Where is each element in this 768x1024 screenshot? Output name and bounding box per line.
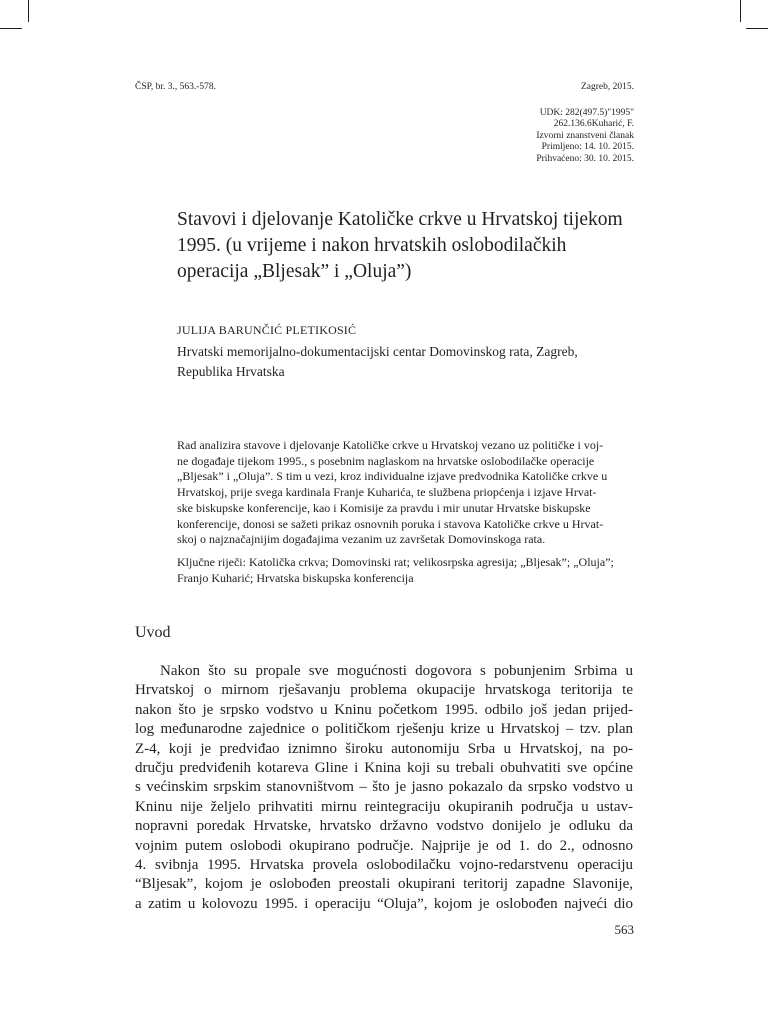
crop-mark <box>746 28 768 29</box>
crop-mark <box>0 28 22 29</box>
accepted-date: Prihvaćeno: 30. 10. 2015. <box>536 153 634 164</box>
body-line: Z-4, koji je predviđao iznimno široku autonomiju Srba u Hrvatskoj, na po- <box>135 740 633 757</box>
received-date: Primljeno: 14. 10. 2015. <box>541 142 634 153</box>
body-line: vojnim putem oslobodi okupirano područje. Najprije je od 1. do 2., odnosno <box>135 837 633 854</box>
abstract-line: skoj o najznačajnijim događajima vezanim uz završetak Domovinskoga rata. <box>177 532 546 547</box>
body-line: log međunarodne zajednice o političkom rješenju krize u Hrvatskoj – tzv. plan <box>135 721 633 738</box>
keywords-line: Franjo Kuharić; Hrvatska biskupska konferencija <box>177 570 414 585</box>
abstract-line: „Bljesak” i „Oluja”. S tim u vezi, kroz individualne izjave predvodnika Katoličke crkve u <box>177 469 608 484</box>
body-line: Nakon što su propale sve mogućnosti dogovora s pobunjenim Srbima u <box>160 663 633 679</box>
body-line: “Bljesak”, kojom je oslobođen preostali okupirani teritorij zapadne Slavonije, <box>135 876 633 893</box>
body-line: Hrvatskoj o mirnom rješavanju problema okupacije hrvatskoga teritorija te <box>135 682 633 699</box>
crop-mark <box>740 0 741 22</box>
running-header-left: ČSP, br. 3., 563.-578. <box>135 82 217 92</box>
crop-mark <box>28 0 29 22</box>
abstract-line: ne događaje tijekom 1995., s posebnim naglaskom na hrvatske oslobodilačke operacije <box>177 453 595 468</box>
article-type: Izvorni znanstveni članak <box>536 130 634 141</box>
article-metadata <box>536 108 634 165</box>
section-heading: Uvod <box>135 624 171 641</box>
body-line: s većinskim srpskim stanovništvom – što je jasno pokazalo da srpsko vodstvo u <box>135 779 633 796</box>
keywords <box>177 555 633 586</box>
author-name: JULIJA BARUNČIĆ PLETIKOSIĆ <box>177 323 357 337</box>
page-number: 563 <box>614 922 634 937</box>
running-header-right: Zagreb, 2015. <box>580 82 634 92</box>
abstract-line: konferencije, donosi se sažeti prikaz osnovnih poruka i stavova Katoličke crkve u Hrvat- <box>177 516 604 531</box>
body-line: nakon što je srpsko vodstvo u Kninu početkom 1995. odbilo još jedan prijed- <box>135 701 633 718</box>
udk-line: UDK: 282(497.5)"1995" <box>539 108 634 118</box>
affiliation-line: Republika Hrvatska <box>177 364 285 379</box>
body-line: dručju predviđenih kotareva Gline i Knina koji su trebali obuhvatiti sve općine <box>135 760 633 777</box>
abstract <box>177 438 633 548</box>
body-line: a zatim u kolovozu 1995. i operaciju “Oluja”, kojom je oslobođen najveći dio <box>135 895 633 912</box>
body-line: Kninu nije željelo prihvatiti mirnu reintegraciju okupiranih područja u ustav- <box>135 798 633 815</box>
body-text <box>135 662 633 914</box>
title-line: Stavovi i djelovanje Katoličke crkve u Hrvatskoj tijekom <box>177 209 623 230</box>
article-title <box>177 207 657 285</box>
title-line: operacija „Bljesak” i „Oluja”) <box>177 261 412 282</box>
abstract-line: Hrvatskoj, prije svega kardinala Franje Kuharića, te službena priopćenja i izjave Hrvat- <box>177 485 597 500</box>
title-line: 1995. (u vrijeme i nakon hrvatskih oslobodilačkih <box>177 235 567 256</box>
body-line: 4. svibnja 1995. Hrvatska provela oslobodilačku vojno-redarstvenu operaciju <box>135 857 633 874</box>
affiliation-line: Hrvatski memorijalno-dokumentacijski centar Domovinskog rata, Zagreb, <box>177 344 578 359</box>
author-affiliation <box>177 342 617 382</box>
udk-line: 262.136.6Kuharić, F. <box>553 119 634 130</box>
keywords-line: Ključne riječi: Katolička crkva; Domovinski rat; velikosrpska agresija; „Bljesak”; „Oluja”; <box>177 555 614 569</box>
abstract-line: Rad analizira stavove i djelovanje Katoličke crkve u Hrvatskoj vezano uz političke i voj- <box>177 438 604 452</box>
body-line: nopravni poredak Hrvatske, hrvatsko državno vodstvo donijelo je odluku da <box>135 818 633 835</box>
abstract-line: ske biskupske konferencije, kao i Komisije za pravdu i mir unutar Hrvatske biskupske <box>177 500 591 515</box>
